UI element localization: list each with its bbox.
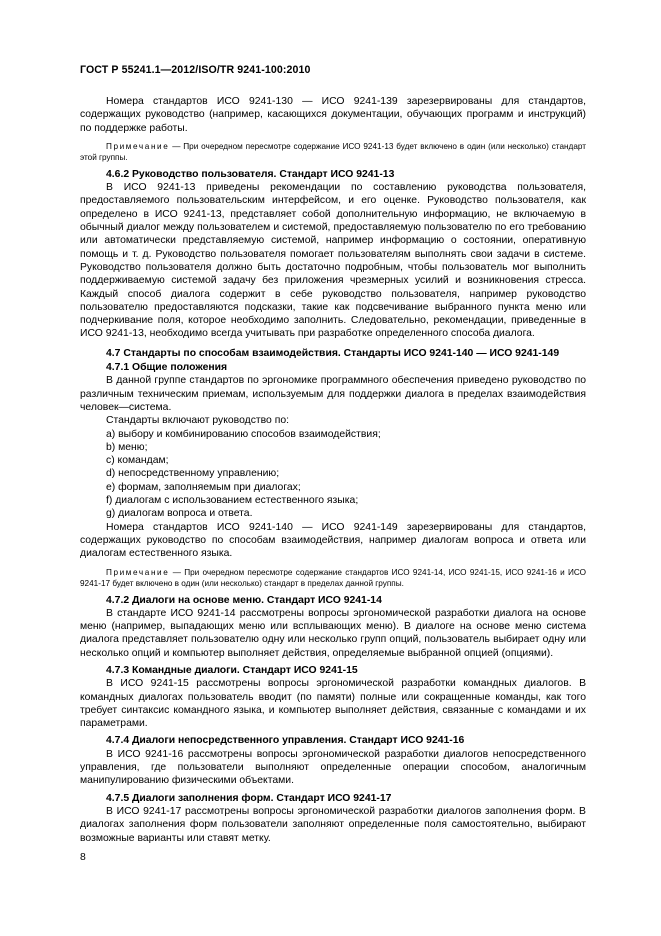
note (80, 567, 586, 589)
section-heading: 4.6.2 Руководство пользователя. Стандарт ИСО 9241-13 (106, 168, 395, 180)
note-text: — При очередном пересмотре содержание стандартов ИСО 9241-14, ИСО 9241-15, ИСО 9241-16 и ИСО 9241-17 будет включено в один (или несколько) стандарт в пределах данной группы. (80, 567, 586, 588)
document-header: ГОСТ Р 55241.1—2012/ISO/TR 9241-100:2010 (80, 64, 311, 76)
paragraph: Стандарты включают руководство по: (106, 415, 290, 427)
section-heading: 4.7.5 Диалоги заполнения форм. Стандарт ИСО 9241-17 (106, 792, 392, 804)
list-item: a) выбору и комбинированию способов взаимодействия; (106, 428, 381, 440)
paragraph: В ИСО 9241-17 рассмотрены вопросы эргономической разработки диалогов заполнения форм. В диалогах заполнения форм пользователи заполняют определенные поля самостоятельно, выбирают возможные варианты или ставят метку. (80, 805, 586, 844)
paragraph: В данной группе стандартов по эргономике программного обеспечения приведено руководство по различным техническим приемам, используемым для поддержки диалога в пределах взаимодействия человек—система. (80, 375, 586, 413)
paragraph: Номера стандартов ИСО 9241-130 — ИСО 9241-139 зарезервированы для стандартов, содержащих руководство (например, касающихся документации, обучающих программ и инструкций) по поддержке работы. (80, 96, 586, 134)
note (80, 141, 586, 163)
section-heading: 4.7.2 Диалоги на основе меню. Стандарт ИСО 9241-14 (106, 594, 382, 606)
section-heading: 4.7.4 Диалоги непосредственного управления. Стандарт ИСО 9241-16 (106, 735, 465, 747)
note-label: Примечание (106, 567, 170, 577)
page-number: 8 (80, 852, 86, 863)
list-item: b) меню; (106, 441, 148, 453)
list-item: d) непосредственному управлению; (106, 468, 280, 480)
section-heading: 4.7.3 Командные диалоги. Стандарт ИСО 9241-15 (106, 664, 358, 676)
paragraph: В стандарте ИСО 9241-14 рассмотрены вопросы эргономической разработки диалога на основе меню (например, выпадающих меню или всплывающих меню). В диалоге на основе меню система диалога представляет пользователю одну или несколько групп опций, пользователь выбирает одну или несколько опций и компьютер выполняет действия, определяемые выбранной опцией (опциями). (80, 607, 586, 659)
list-item: f) диалогам с использованием естественного языка; (106, 495, 359, 507)
list-item: g) диалогам вопроса и ответа. (106, 508, 253, 520)
document-body (80, 95, 586, 845)
note-text: — При очередном пересмотре содержание ИСО 9241-13 будет включено в один (или несколько) стандарт этой группы. (80, 141, 586, 162)
list-item: c) командам; (106, 455, 169, 467)
paragraph: В ИСО 9241-13 приведены рекомендации по составлению руководства пользователя, предоставляемого пользовательским интерфейсом, и его оценке. Руководство пользователя, как определено в ИСО 9241-13, представляет собой дополнительную информацию, не включаемую в обычный диалог между пользователем и системой, предоставляемую пользователю по его требованию или автоматически представляемую системой, например информацию о состоянии, оперативную помощь и т. д. Руководство пользователя помогает пользователям выполнять свои задачи в системе. Руководство пользователя должно быть достаточно подробным, чтобы пользователь мог выполнить поддерживаемую системой задачу без приложения чрезмерных усилий и возникновения стресса. Каждый способ диалога содержит в себе руководство пользователя, например руководство пользователю предоставляются подсказки, такие как подсвечивание выбранного пункта меню или подчеркивание поля, которое необходимо заполнить. Следовательно, рекомендации, приведенные в ИСО 9241-13, необходимо всегда учитывать при разработке определенного способа диалога. (80, 182, 586, 340)
list-item: e) формам, заполняемым при диалогах; (106, 481, 301, 493)
paragraph: Номера стандартов ИСО 9241-140 — ИСО 9241-149 зарезервированы для стандартов, содержащих руководство по способам взаимодействия, например диалогам вопроса и ответа или диалогам естественного языка. (80, 521, 586, 560)
section-heading: 4.7.1 Общие положения (106, 362, 228, 374)
section-heading: 4.7 Стандарты по способам взаимодействия. Стандарты ИСО 9241-140 — ИСО 9241-149 (106, 347, 560, 359)
note-label: Примечание (106, 141, 170, 151)
paragraph: В ИСО 9241-15 рассмотрены вопросы эргономической разработки командных диалогов. В командных диалогах пользователь вводит (по памяти) полные или сокращенные команды, как того требует синтаксис командного языка, и компьютер выполняет действия, связанные с командами и их параметрами. (80, 678, 586, 730)
paragraph: В ИСО 9241-16 рассмотрены вопросы эргономической разработки диалогов непосредственного управления, где пользователи выполняют определенные операции способом, аналогичным манипулированию физическими объектами. (80, 748, 586, 787)
